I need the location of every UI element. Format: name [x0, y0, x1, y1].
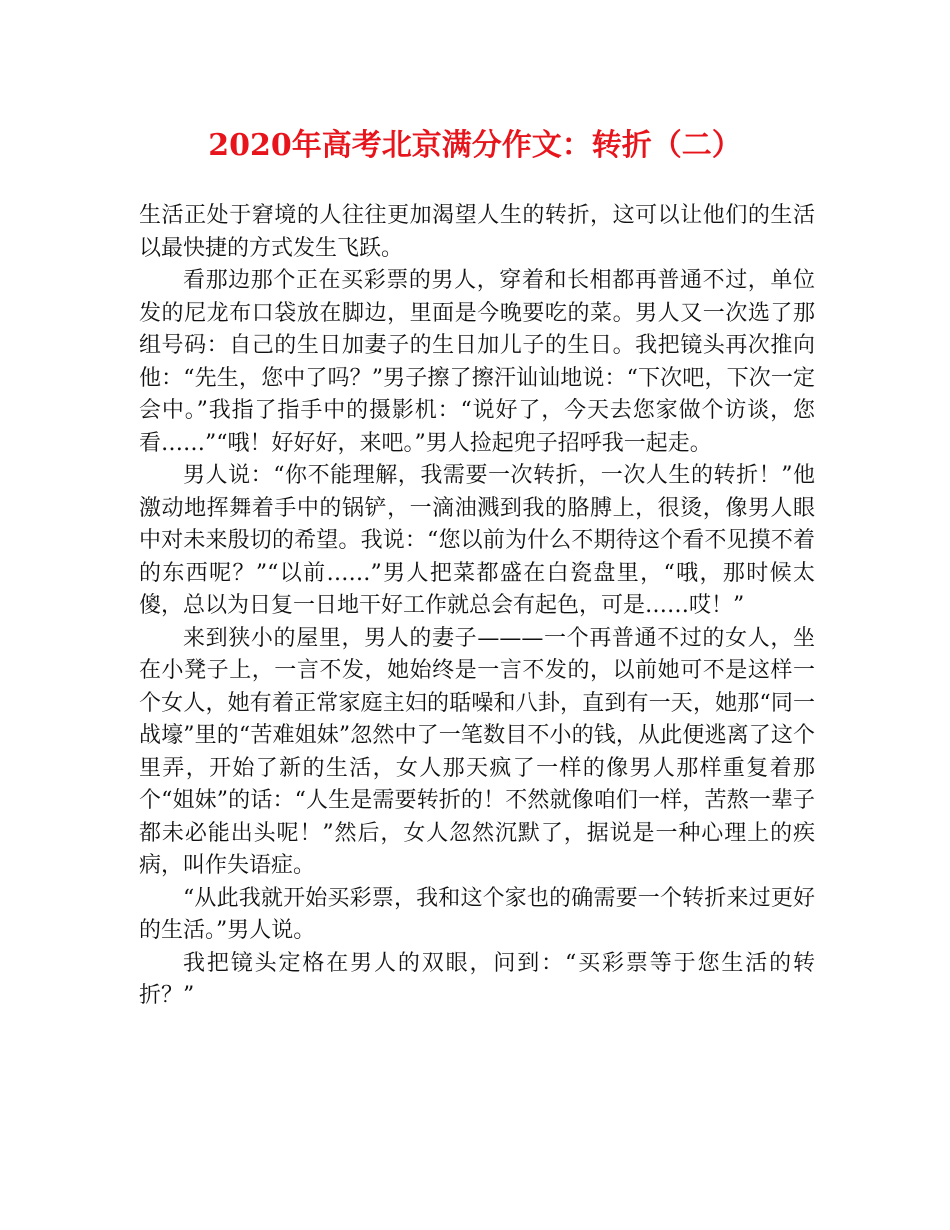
- paragraph-1: 生活正处于窘境的人往往更加渴望人生的转折，这可以让他们的生活以最快捷的方式发生飞跃。: [139, 203, 815, 261]
- paragraph-3: 男人说：“你不能理解，我需要一次转折，一次人生的转折！”他激动地挥舞着手中的锅铲，一滴油溅到我的胳膊上，很烫，像男人眼中对未来殷切的希望。我说：“您以前为什么不期待这个看不见摸不着的东西呢？”“以前……”男人把菜都盛在白瓷盘里，“哦，那时候太傻，总以为日复一日地干好工作就总会有起色，可是……哎！”: [139, 463, 815, 618]
- paragraph-5: “从此我就开始买彩票，我和这个家也的确需要一个转折来过更好的生活。”男人说。: [139, 885, 815, 943]
- document-body: [139, 200, 815, 1013]
- document-title: 2020年高考北京满分作文：转折（二）: [208, 128, 742, 163]
- paragraph-6: 我把镜头定格在男人的双眼，问到：“买彩票等于您生活的转折？”: [139, 950, 815, 1008]
- paragraph-2: 看那边那个正在买彩票的男人，穿着和长相都再普通不过，单位发的尼龙布口袋放在脚边，里面是今晚要吃的菜。男人又一次选了那组号码：自己的生日加妻子的生日加儿子的生日。我把镜头再次推向他：“先生，您中了吗？”男子擦了擦汗讪讪地说：“下次吧，下次一定会中。”我指了指手中的摄影机：“说好了，今天去您家做个访谈，您看……”“哦！好好好，来吧。”男人捡起兜子招呼我一起走。: [139, 268, 815, 456]
- paragraph-4: 来到狭小的屋里，男人的妻子———一个再普通不过的女人，坐在小凳子上，一言不发，她始终是一言不发的，以前她可不是这样一个女人，她有着正常家庭主妇的聒噪和八卦，直到有一天，她那“同一战壕”里的“苦难姐妹”忽然中了一笔数目不小的钱，从此便逃离了这个里弄，开始了新的生活，女人那天疯了一样的像男人那样重复着那个“姐妹”的话：“人生是需要转折的！不然就像咱们一样，苦熬一辈子都未必能出头呢！”然后，女人忽然沉默了，据说是一种心理上的疾病，叫作失语症。: [139, 625, 815, 878]
